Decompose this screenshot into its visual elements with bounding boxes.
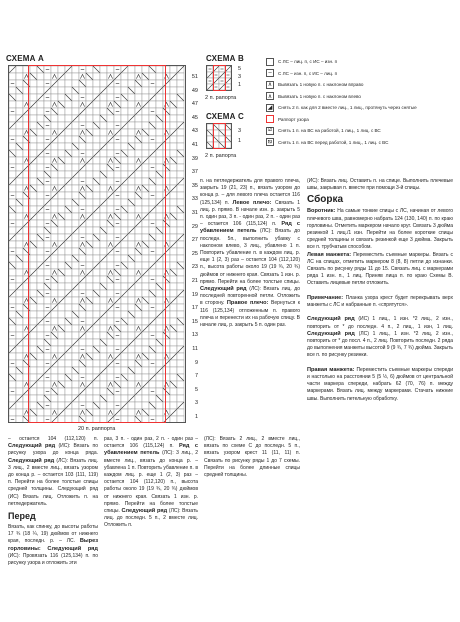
row-number: 45 <box>191 114 198 121</box>
row-number: 3 <box>237 128 241 134</box>
chart-cell <box>177 360 184 367</box>
right-cuff-heading: Правая манжета: <box>307 366 357 373</box>
front-text-2: (ИС): Провязать 116 (125,134) п. по рисунку узора и отложить эти <box>8 552 98 567</box>
chart-cell <box>177 311 184 318</box>
middle-column <box>200 178 300 430</box>
chart-cell <box>9 367 16 374</box>
chart-cell <box>177 101 184 108</box>
chart-cell <box>170 304 177 311</box>
chart-cell <box>16 381 23 388</box>
bottom-column-2 <box>104 436 198 616</box>
chart-cell <box>177 199 184 206</box>
chart-cell <box>170 388 177 395</box>
chart-cell <box>170 367 177 374</box>
chart-cell <box>16 353 23 360</box>
chart-cell <box>177 227 184 234</box>
chart-cell <box>177 164 184 171</box>
increase-right-icon: ∧ <box>267 82 273 89</box>
front-heading: Перед <box>8 511 36 522</box>
chart-cell <box>177 332 184 339</box>
chart-cell <box>16 192 23 199</box>
chart-cell <box>177 87 184 94</box>
chart-cell <box>16 304 23 311</box>
scheme-b-repeat-outline <box>213 65 226 91</box>
row-number: 7 <box>194 373 198 380</box>
chart-cell <box>170 206 177 213</box>
row-number: 13 <box>191 332 198 339</box>
chart-cell <box>9 87 16 94</box>
chart-cell <box>9 416 16 422</box>
chart-cell <box>170 143 177 150</box>
mid-text-2: Связать 1 лиц. р. прямо. В начале изн. р. закрыть 5 п. один раз, 3 п. - один раз, 2 п. - один раз – остается 106 (115,124) п. <box>200 199 300 228</box>
decrease-row-heading-2: Ряд с убавлением петель <box>104 443 198 457</box>
front-text: Вязать, как спинку, до высоты работы 17 ¾ (18 ¼, 19) дюймов от нижнего края, последн. р. – ЛС. <box>8 524 98 545</box>
row-number: 5 <box>194 386 198 393</box>
chart-cell <box>177 416 184 422</box>
scheme-a-repeat-label: 20 п. раппорта <box>78 426 116 432</box>
row-number: 23 <box>191 264 198 271</box>
left-cuff-text: Переместить съемные маркеры. Вязать с ЛС на спицах, отметить маркером 8 (8, 8) петли до изнанки. Связать по рисунку ряды 11 до 15. Связать лиц. с маркерами ряда 1 изн. п., 1 лиц. Приняв лица п. по краю Схемы В. Оставить лицевые петли отложить. <box>307 251 453 287</box>
row-number: 27 <box>191 237 198 244</box>
right-cuff-text: Переместить съемные маркеры спереди и настолько на расстоянии 5 (5 ½, 6) дюймов от центральной части маркера спереди, набрать 62 (70, 76) п. между маркерами. Вязать лиц. между маркерами. Стачать нижние швы. Выполнить петельную обработку. <box>307 366 453 402</box>
legend-row: ⧄ Снять 1 п. на ВС на работой, 1 лиц., 1 лиц. с ВС <box>266 125 456 137</box>
chart-cell <box>170 311 177 318</box>
chart-cell <box>170 374 177 381</box>
chart-cell <box>177 241 184 248</box>
next-row-heading-3: Следующий ряд <box>307 330 359 337</box>
chart-cell <box>177 171 184 178</box>
chart-cell <box>9 269 16 276</box>
scheme-c-title: СХЕМА С <box>206 112 244 121</box>
chart-cell <box>177 409 184 416</box>
chart-cell <box>16 122 23 129</box>
chart-cell <box>16 262 23 269</box>
next-row-heading-2: Следующий ряд <box>307 316 359 323</box>
cross-right-icon: ⧄ <box>266 127 274 135</box>
chart-cell <box>177 80 184 87</box>
chart-cell <box>9 73 16 80</box>
chart-cell <box>170 87 177 94</box>
chart-cell <box>170 402 177 409</box>
bottom-column-1 <box>8 436 98 616</box>
chart-cell <box>9 325 16 332</box>
chart-cell <box>177 213 184 220</box>
chart-cell <box>16 80 23 87</box>
chart-cell <box>9 409 16 416</box>
chart-cell <box>16 276 23 283</box>
chart-cell <box>16 332 23 339</box>
chart-cell <box>177 395 184 402</box>
increase-left-icon: ∧ <box>267 93 273 100</box>
chart-cell <box>16 157 23 164</box>
chart-cell <box>170 199 177 206</box>
decrease-row-heading: Ряд с убавлением петель <box>200 221 300 235</box>
row-number: 15 <box>191 318 198 325</box>
chart-cell <box>9 339 16 346</box>
chart-cell <box>170 220 177 227</box>
chart-cell <box>177 255 184 262</box>
scheme-b-row-numbers <box>233 65 241 91</box>
chart-cell <box>16 73 23 80</box>
row-number: 43 <box>191 128 198 135</box>
chart-cell <box>16 416 23 422</box>
chart-cell <box>177 325 184 332</box>
symbol-legend <box>266 56 456 148</box>
chart-cell <box>170 255 177 262</box>
chart-cell <box>16 129 23 136</box>
chart-cell <box>9 395 16 402</box>
bottom2-text-2: (ЛС): 3 лиц., 2 вместе лиц., вязать до конца р. – убавлена 1 п. Повторить убавление п. в каждом лиц. р. еще 1 (2, 3) раз – остается 104 (112,120) п., высота работы около 19 (19 ¾, 20 ¾) дюймов от нижнего края. Связать 1 изн. р. прямо. Перейти на более толстые спицы. <box>104 450 198 515</box>
row-number: 9 <box>194 359 198 366</box>
row-number: 3 <box>194 400 198 407</box>
neckline-heading: Вырез горловины: <box>8 538 98 552</box>
chart-cell <box>16 269 23 276</box>
chart-cell <box>177 381 184 388</box>
chart-cell <box>170 283 177 290</box>
chart-cell <box>177 367 184 374</box>
bottom-text-1: – остается 104 (112,120) п. <box>8 436 98 442</box>
chart-cell <box>177 297 184 304</box>
chart-cell <box>9 297 16 304</box>
row-number: 37 <box>191 169 198 176</box>
next-row-heading: Следующий ряд <box>200 286 250 293</box>
right-text-1: (ИС): Вязать лиц. Оставить п. на спице. Выполнить плечевые швы, закрывая п. вместе при помощи 3-й спицы. <box>307 178 453 192</box>
chart-cell <box>170 290 177 297</box>
chart-cell <box>16 360 23 367</box>
chart-cell <box>9 255 16 262</box>
scheme-c-row-numbers <box>233 123 241 149</box>
bottom3-text-1: (ЛС): Вязать 2 лиц., 2 вместе лиц., вязать по схеме С до последн. 5 п., вязать узором крест 11 (11, 11) п. Связать по рисунку ряды 1 до 7 схемы. Перейти на более длинные спицы средней толщины. <box>204 436 300 479</box>
row-number: 49 <box>191 87 198 94</box>
chart-cell <box>9 101 16 108</box>
next-row-heading-5: Следующий ряд <box>8 457 57 464</box>
chart-cell <box>170 150 177 157</box>
row-number: 5 <box>237 66 241 72</box>
chart-cell <box>177 276 184 283</box>
collar-heading: Воротник: <box>307 208 338 215</box>
cross-left-icon: ⧅ <box>266 138 274 146</box>
right-text-3: (ЛС) 1 лиц., 1 изн. *2 лиц, 2 изн., повторить от * до посл. 4 п., 2 лиц. Повторить последн. 2 ряда до выполнения манжеты высотой 9 (9 ¾, 7 ¾) дюйма. Закрыть все п. по рисунку резинки. <box>307 330 453 359</box>
chart-cell <box>16 318 23 325</box>
row-number: 31 <box>191 210 198 216</box>
chart-cell <box>16 297 23 304</box>
legend-row: С ЛС – лиц. п, с ИС – изн. п <box>266 56 456 68</box>
chart-cell <box>16 101 23 108</box>
chart-cell <box>9 227 16 234</box>
legend-row: ⧅ Снять 1 п. на ВС перед работой, 1 лиц., 1 лиц. с ВС <box>266 137 456 149</box>
chart-cell <box>16 374 23 381</box>
next-row-heading-6: Следующий ряд <box>47 545 98 552</box>
chart-cell <box>16 66 23 73</box>
scheme-a-row-numbers <box>186 65 198 423</box>
mid-text-1: п. на петледержатель для правого плеча, закрыть 19 (21, 23) п., вязать узором до конца р. – для левого плеча остается 116 (125,134) п. <box>200 178 300 206</box>
chart-cell <box>177 283 184 290</box>
legend-row: ∧ Вывязать 1 новую п. с наклоном влево <box>267 93 361 100</box>
right-column <box>307 178 453 578</box>
chart-cell <box>16 402 23 409</box>
next-row-heading-4: Следующий ряд <box>8 443 59 450</box>
row-number: 19 <box>191 291 198 298</box>
chart-cell <box>9 311 16 318</box>
chart-cell <box>16 388 23 395</box>
chart-cell <box>170 332 177 339</box>
chart-cell <box>9 185 16 192</box>
mid-text-4: (ЛС): Вязать лиц. до последней повторенной петли. Отложить в сторону. <box>200 286 300 307</box>
legend-row: ∧ Вывязать 1 новую п. с наклоном вправо <box>267 82 364 89</box>
chart-cell <box>170 164 177 171</box>
row-number: 1 <box>237 138 241 144</box>
chart-cell <box>9 143 16 150</box>
chart-cell <box>9 381 16 388</box>
collar-text: На самые тонкие спицы с ЛС, начиная от левого плечевого шва, равномерно набрать 124 (130, 140) п. по краю горловины. Отметить маркером начало круг. Связать 3 дюйма резинкой 1 лиц./1 изн. Перейти на более короткие спицы средней толщины и связать резинкой еще 3 дюйма. Закрыть все п. трубчатым способом. <box>307 208 453 251</box>
chart-cell <box>170 360 177 367</box>
chart-cell <box>16 185 23 192</box>
chart-cell <box>16 241 23 248</box>
chart-cell <box>177 129 184 136</box>
chart-cell <box>16 108 23 115</box>
bottom-column-3 <box>204 436 300 616</box>
chart-cell <box>16 409 23 416</box>
chart-cell <box>170 416 177 422</box>
chart-cell <box>16 346 23 353</box>
chart-cell <box>177 248 184 255</box>
scheme-c-repeat-label: 2 п. рапорта <box>205 153 237 159</box>
chart-cell <box>177 220 184 227</box>
chart-cell <box>16 150 23 157</box>
chart-cell <box>16 94 23 101</box>
chart-cell <box>170 171 177 178</box>
chart-cell <box>16 290 23 297</box>
chart-cell <box>170 318 177 325</box>
chart-cell <box>170 276 177 283</box>
repeat-outline-icon <box>266 115 274 123</box>
chart-cell <box>9 115 16 122</box>
chart-cell <box>170 66 177 73</box>
chart-cell <box>9 283 16 290</box>
row-number: 41 <box>191 142 198 148</box>
chart-cell <box>170 108 177 115</box>
bottom2-text-1: раз, 3 п. - один раз, 2 п. - один раз – остается 106 (115,124) п. <box>104 436 198 450</box>
chart-cell <box>177 185 184 192</box>
chart-cell <box>177 73 184 80</box>
chart-cell <box>177 353 184 360</box>
chart-cell <box>170 346 177 353</box>
row-number: 11 <box>192 346 198 352</box>
chart-cell <box>170 136 177 143</box>
chart-cell <box>9 241 16 248</box>
row-number: 1 <box>237 82 241 88</box>
assembly-heading: Сборка <box>307 194 344 206</box>
chart-cell <box>16 178 23 185</box>
chart-cell <box>16 136 23 143</box>
chart-cell <box>177 136 184 143</box>
knit-stitch-icon <box>266 58 274 66</box>
chart-cell <box>170 80 177 87</box>
chart-cell <box>170 94 177 101</box>
chart-cell <box>170 122 177 129</box>
chart-cell <box>177 108 184 115</box>
scheme-b-repeat-label: 2 п. рапорта <box>205 95 237 101</box>
left-shoulder-heading: Левое плечо: <box>232 199 275 206</box>
right-text-2: (ИС) 1 лиц., 1 изн. *2 лиц., 2 изн., повторить от * до последн. 4 п., 2 лиц., 1 изн, 1 лиц. <box>307 316 453 330</box>
row-number: 21 <box>191 278 198 284</box>
chart-cell <box>9 199 16 206</box>
right-shoulder-heading: Правое плечо: <box>226 300 272 307</box>
chart-cell <box>177 269 184 276</box>
chart-cell <box>170 234 177 241</box>
legend-row: Раппорт узора <box>266 114 456 126</box>
chart-cell <box>177 157 184 164</box>
row-number: 47 <box>191 101 198 108</box>
chart-cell <box>16 234 23 241</box>
chart-cell <box>170 262 177 269</box>
chart-cell <box>16 164 23 171</box>
chart-cell <box>16 213 23 220</box>
chart-cell <box>177 339 184 346</box>
legend-row: – С ЛС – изн. п, с ИС – лиц. п <box>266 68 456 80</box>
chart-cell <box>170 248 177 255</box>
note-heading: Примечание: <box>307 294 346 301</box>
row-number: 33 <box>191 196 198 203</box>
chart-cell <box>170 395 177 402</box>
bottom-text-3: (ЛС): Вязать лиц. 3 лиц., 2 вместе лиц., вязать узором до конца р. – остается 103 (111, 119) п. Перейти на более толстые спицы средней толщины. Следующий ряд (ИС) Вязать лиц. Отложить п. на петледержатель. <box>8 457 98 507</box>
chart-cell <box>16 248 23 255</box>
row-number: 29 <box>191 223 198 230</box>
chart-cell <box>16 206 23 213</box>
next-row-heading-7: Следующий ряд <box>121 508 169 515</box>
row-number: 51 <box>191 74 198 80</box>
decrease-icon: ◢ <box>267 105 273 112</box>
row-number: 1 <box>194 414 198 420</box>
chart-cell <box>177 388 184 395</box>
chart-cell <box>177 304 184 311</box>
chart-cell <box>9 129 16 136</box>
left-cuff-heading: Левая манжета: <box>307 251 354 258</box>
chart-cell <box>9 157 16 164</box>
repeat-outline <box>28 65 166 423</box>
row-number: 39 <box>191 155 198 162</box>
row-number: 3 <box>237 74 241 80</box>
bottom2-text-3: (ЛС): Вязать лиц. до последн. 5 п., 2 вместе лиц. Отложить п. <box>104 508 198 529</box>
chart-cell <box>177 143 184 150</box>
note-text: Планка узора крест будет перекрывать верх манжеты с ЛС и набранные п. «спрятутся». <box>307 294 453 309</box>
row-number: 25 <box>191 250 198 257</box>
mid-text-3: (ЛС): Вязать до последн. 5п., выполнить убавку с наклоном влево, 3 лиц., убавлено 1 п. Повторить убавление п. в каждом лиц. р. еще 1 (2, 3) раз – остается 104 (112,120) п., высота работы около 19 (19 ¾, 20 ¾) дюймов от нижнего края. Связать 1 изн. р. прямо. Перейти на более толстые спицы. <box>200 228 300 285</box>
chart-cell <box>16 220 23 227</box>
chart-cell <box>170 115 177 122</box>
chart-cell <box>170 339 177 346</box>
chart-cell <box>170 178 177 185</box>
chart-cell <box>9 171 16 178</box>
row-number: 17 <box>191 305 198 312</box>
chart-cell <box>9 353 16 360</box>
chart-cell <box>177 115 184 122</box>
bottom-text-2: (ИС): Вязать по рисунку узора до конца ряда. <box>8 443 98 457</box>
chart-cell <box>177 192 184 199</box>
scheme-c-repeat-outline <box>213 123 226 149</box>
row-number: 35 <box>191 182 198 189</box>
scheme-a-title: СХЕМА А <box>6 54 44 63</box>
legend-row: ◢ Снять 2 п. как для 2 вместе лиц., 1 лиц., протянуть через снятые <box>267 105 417 112</box>
chart-cell <box>170 192 177 199</box>
chart-cell <box>9 213 16 220</box>
mid-text-5: Вернуться к 116 (125,134) отложенным п. правого плеча и перенести их на рабочую спицу. В начале лиц. р. закрыть 5 п. один раз. <box>200 300 300 329</box>
purl-stitch-icon: – <box>266 69 274 77</box>
chart-cell <box>170 227 177 234</box>
chart-cell <box>16 325 23 332</box>
scheme-b-title: СХЕМА В <box>206 54 244 63</box>
